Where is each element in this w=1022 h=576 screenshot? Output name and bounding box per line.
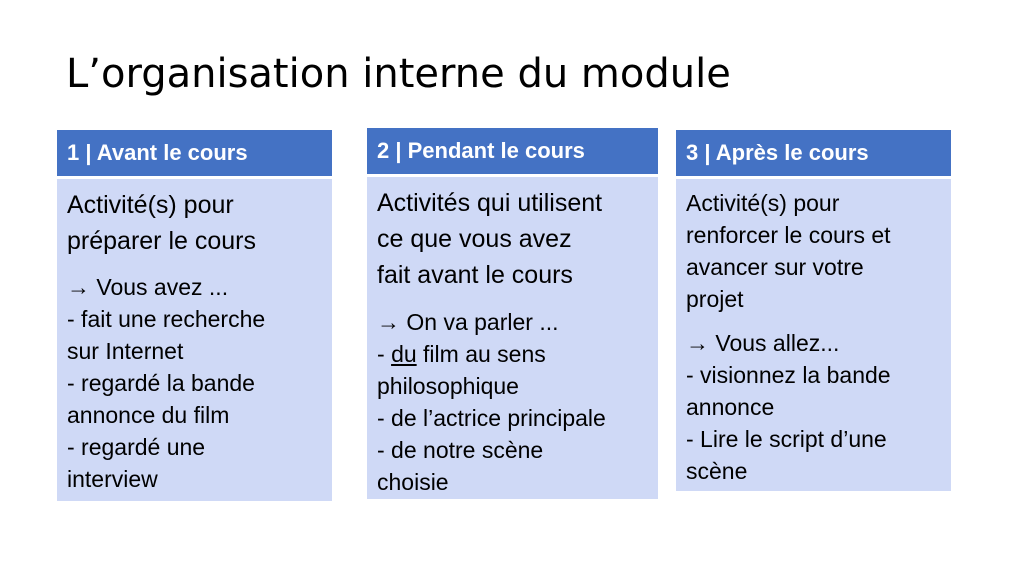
list-item: - de l’actrice principale: [377, 405, 606, 431]
intro-line: Activité(s) pour: [686, 190, 840, 216]
column-body: [676, 179, 951, 491]
list-item: sur Internet: [67, 338, 184, 364]
list-item: choisie: [377, 469, 449, 495]
item-rest: film au sens: [416, 341, 546, 367]
intro-line: renforcer le cours et: [686, 222, 891, 248]
arrow-line: → On va parler ...: [377, 309, 559, 335]
slide-title: L’organisation interne du module: [66, 51, 731, 97]
intro-line: préparer le cours: [67, 227, 256, 255]
list-item: - Lire le script d’une: [686, 426, 887, 452]
list-item: philosophique: [377, 373, 519, 399]
column-during-class: [367, 128, 658, 499]
column-body: [367, 177, 658, 499]
column-before-class: [57, 130, 332, 501]
list-item: [377, 338, 648, 370]
arrow-line: → Vous avez ...: [67, 274, 229, 300]
intro-line: ce que vous avez: [377, 225, 572, 253]
intro-line: projet: [686, 286, 744, 312]
column-body: [57, 179, 332, 501]
column-header: 2 | Pendant le cours: [367, 128, 658, 174]
list-item: - de notre scène: [377, 437, 544, 463]
list-item: scène: [686, 458, 748, 484]
list-item: annonce: [686, 394, 775, 420]
column-header: 1 | Avant le cours: [57, 130, 332, 176]
intro-line: fait avant le cours: [377, 261, 573, 289]
list-item: - visionnez la bande: [686, 362, 891, 388]
column-after-class: [676, 130, 951, 491]
list-item: - fait une recherche: [67, 306, 266, 332]
intro-line: avancer sur votre: [686, 254, 864, 280]
list-item: interview: [67, 466, 158, 492]
list-item: - regardé la bande: [67, 370, 255, 396]
list-item: - regardé une: [67, 434, 206, 460]
intro-line: Activité(s) pour: [67, 191, 234, 219]
intro-line: Activités qui utilisent: [377, 189, 603, 217]
list-item: annonce du film: [67, 402, 230, 428]
underlined-word: du: [391, 341, 417, 367]
arrow-line: → Vous allez...: [686, 330, 840, 356]
item-prefix: -: [377, 341, 392, 367]
column-header: 3 | Après le cours: [676, 130, 951, 176]
